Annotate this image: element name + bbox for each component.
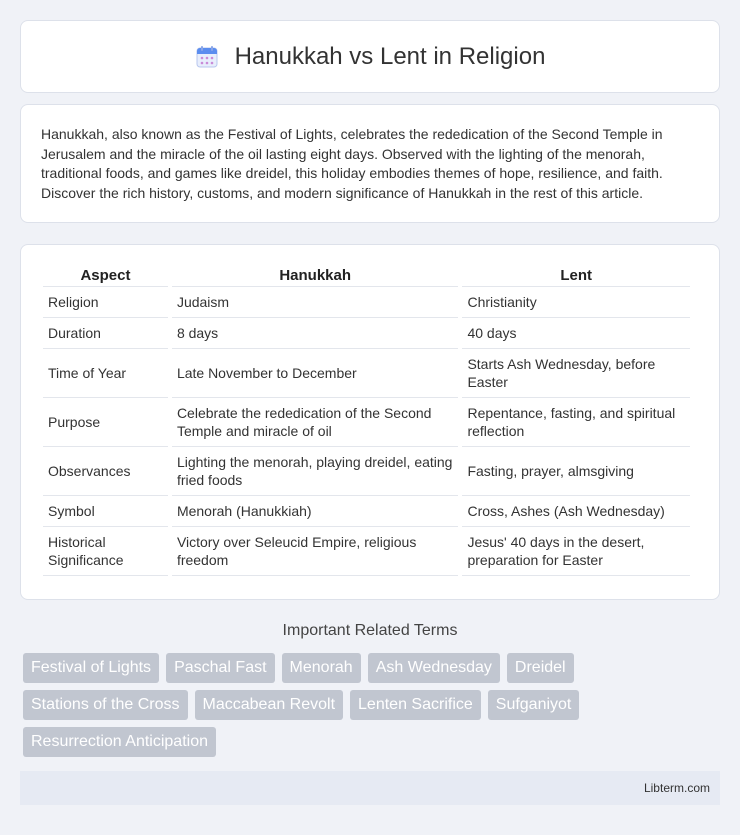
table-row	[43, 447, 690, 496]
table-cell: Repentance, fasting, and spiritual reflection	[462, 398, 690, 447]
tag-sufganiyot[interactable]: Sufganiyot	[488, 690, 580, 720]
table-row	[43, 287, 690, 318]
table-cell: Duration	[43, 318, 168, 349]
header-card	[20, 20, 720, 93]
table-cell: Cross, Ashes (Ash Wednesday)	[462, 496, 690, 527]
table-cell: Religion	[43, 287, 168, 318]
table-cell: Starts Ash Wednesday, before Easter	[462, 349, 690, 398]
tag-stations-of-the-cross[interactable]: Stations of the Cross	[23, 690, 188, 720]
comparison-card	[20, 244, 720, 600]
table-header-row	[43, 263, 690, 287]
tag-resurrection-anticipation[interactable]: Resurrection Anticipation	[23, 727, 216, 757]
tag-paschal-fast[interactable]: Paschal Fast	[166, 653, 274, 683]
table-row	[43, 527, 690, 576]
footer	[20, 771, 720, 805]
table-cell: 8 days	[172, 318, 459, 349]
footer-site-link[interactable]: Libterm.com	[643, 781, 710, 795]
table-cell: Time of Year	[43, 349, 168, 398]
related-terms-list	[23, 653, 723, 757]
table-cell: Menorah (Hanukkiah)	[172, 496, 459, 527]
intro-text: Hanukkah, also known as the Festival of Lights, celebrates the rededication of the Second Temple in Jerusalem and the miracle of the oil lasting eight days. Observed with the lighting of the menorah, traditional foods, and games like dreidel, this holiday embodies themes of hope, resilience, and faith. Discover the rich history, customs, and modern significance of Hanukkah in the rest of this article.	[41, 126, 663, 201]
table-cell: Fasting, prayer, almsgiving	[462, 447, 690, 496]
table-cell: Symbol	[43, 496, 168, 527]
table-cell: Late November to December	[172, 349, 459, 398]
intro-card	[20, 104, 720, 223]
table-cell: Victory over Seleucid Empire, religious freedom	[172, 527, 459, 576]
table-cell: Jesus' 40 days in the desert, preparation for Easter	[462, 527, 690, 576]
header-aspect: Aspect	[43, 263, 168, 287]
tag-ash-wednesday[interactable]: Ash Wednesday	[368, 653, 500, 683]
table-row	[43, 398, 690, 447]
page-title: Hanukkah vs Lent in Religion	[234, 42, 546, 70]
tag-festival-of-lights[interactable]: Festival of Lights	[23, 653, 159, 683]
table-cell: Observances	[43, 447, 168, 496]
header-lent: Lent	[462, 263, 690, 287]
related-terms-title: Important Related Terms	[282, 622, 458, 639]
tag-menorah[interactable]: Menorah	[282, 653, 361, 683]
table-cell: Purpose	[43, 398, 168, 447]
tag-lenten-sacrifice[interactable]: Lenten Sacrifice	[350, 690, 481, 720]
table-cell: Historical Significance	[43, 527, 168, 576]
table-cell: Judaism	[172, 287, 459, 318]
tag-maccabean-revolt[interactable]: Maccabean Revolt	[195, 690, 344, 720]
table-row	[43, 318, 690, 349]
table-row	[43, 349, 690, 398]
table-row	[43, 496, 690, 527]
calendar-icon	[195, 45, 219, 69]
table-cell: Christianity	[462, 287, 690, 318]
header-hanukkah: Hanukkah	[172, 263, 459, 287]
table-cell: Lighting the menorah, playing dreidel, eating fried foods	[172, 447, 459, 496]
table-cell: 40 days	[462, 318, 690, 349]
comparison-table	[39, 263, 694, 576]
tag-dreidel[interactable]: Dreidel	[507, 653, 574, 683]
table-cell: Celebrate the rededication of the Second Temple and miracle of oil	[172, 398, 459, 447]
